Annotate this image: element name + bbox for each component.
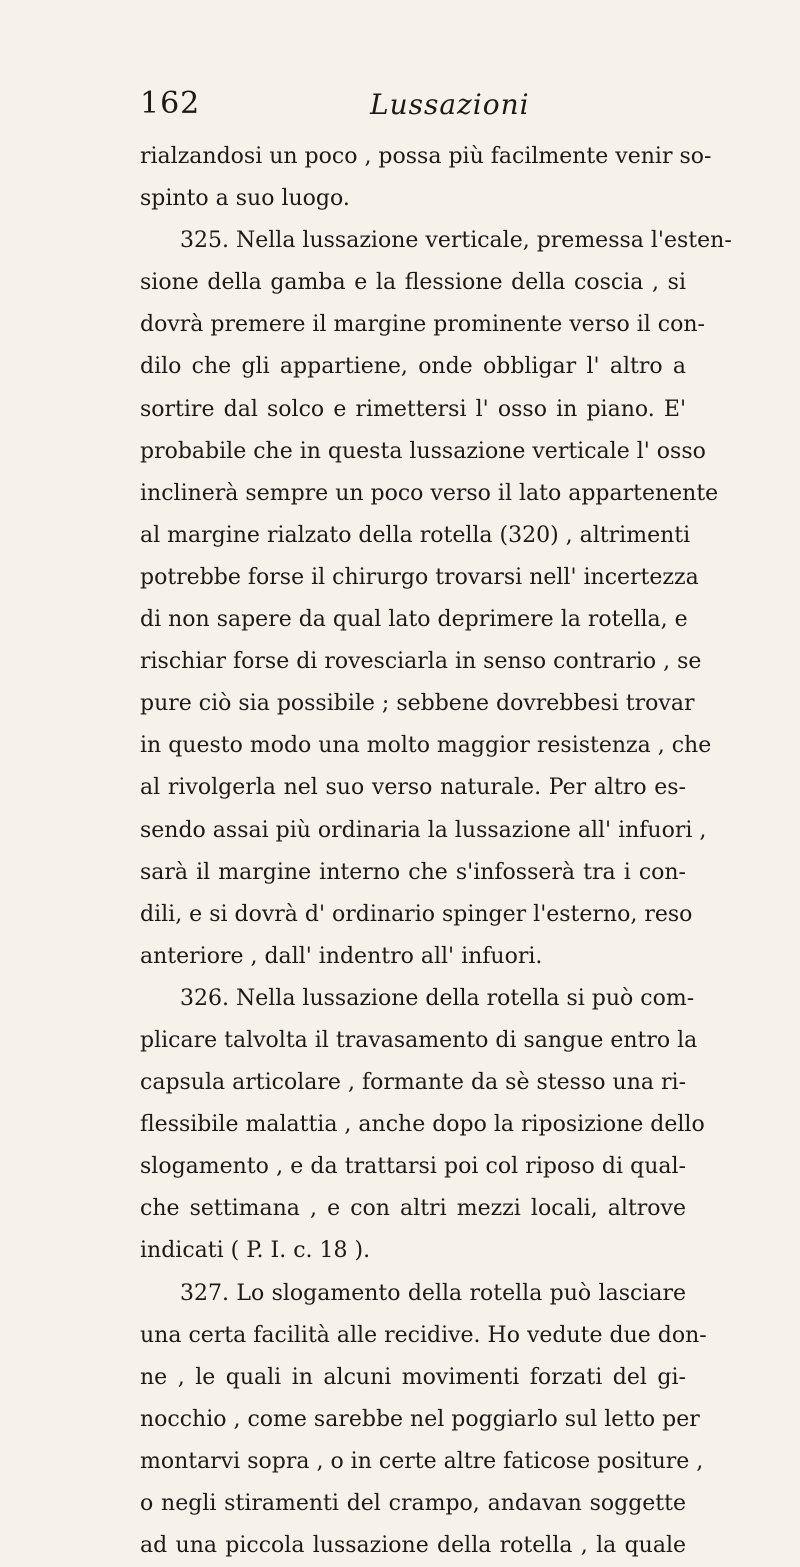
text-line: sione della gamba e la flessione della coscia , si	[140, 270, 686, 296]
text-line: dovrà premere il margine prominente verso il con-	[140, 312, 705, 338]
page-number: 162	[140, 86, 201, 121]
text-line: rischiar forse di rovesciarla in senso contrario , se	[140, 649, 702, 675]
text-line: in questo modo una molto maggior resistenza , che	[140, 733, 712, 759]
text-line: dili, e si dovrà d' ordinario spinger l'esterno, reso	[140, 901, 693, 927]
text-line: slogamento , e da trattarsi poi col riposo di qual-	[140, 1154, 686, 1180]
text-line: sendo assai più ordinaria la lussazione all' infuori ,	[140, 817, 707, 843]
text-line: dilo che gli appartiene, onde obbligar l' altro a	[140, 354, 686, 380]
text-line: indicati ( P. I. c. 18 ).	[140, 1238, 371, 1264]
text-line: inclinerà sempre un poco verso il lato appartenente	[140, 480, 719, 506]
text-line: o negli stiramenti del crampo, andavan soggette	[140, 1491, 686, 1516]
text-line: probabile che in questa lussazione verticale l' osso	[140, 438, 706, 464]
text-line: plicare talvolta il travasamento di sangue entro la	[140, 1027, 698, 1053]
text-line: nocchio , come sarebbe nel poggiarlo sul letto per	[140, 1406, 700, 1432]
text-line: di non sapere da qual lato deprimere la rotella, e	[140, 607, 688, 633]
text-line: montarvi sopra , o in certe altre faticose positure ,	[140, 1448, 704, 1474]
body-text	[140, 136, 732, 1567]
text-line: al rivolgerla nel suo verso naturale. Per altro es-	[140, 775, 686, 801]
text-line: una certa facilità alle recidive. Ho vedute due don-	[140, 1322, 707, 1348]
page-header	[140, 86, 680, 126]
text-line: potrebbe forse il chirurgo trovarsi nell' incertezza	[140, 564, 699, 590]
running-title: Lussazioni	[370, 88, 530, 121]
text-line: anteriore , dall' indentro all' infuori.	[140, 943, 543, 969]
text-line: sortire dal solco e rimettersi l' osso in piano. E'	[140, 396, 686, 422]
text-line: spinto a suo luogo.	[140, 186, 350, 212]
text-line: pure ciò sia possibile ; sebbene dovrebbesi trovar	[140, 691, 695, 717]
text-line: 327. Lo slogamento della rotella può lasciare	[180, 1280, 686, 1306]
text-line: ad una piccola lussazione della rotella , la quale	[140, 1533, 686, 1559]
text-line: sarà il margine interno che s'infosserà tra i con-	[140, 859, 686, 885]
text-line: al margine rialzato della rotella (320) , altrimenti	[140, 522, 691, 548]
text-line: ne , le quali in alcuni movimenti forzati del gi-	[140, 1364, 686, 1390]
text-line: 326. Nella lussazione della rotella si può com-	[180, 985, 695, 1011]
text-line: capsula articolare , formante da sè stesso una ri-	[140, 1070, 686, 1096]
text-line: che settimana , e con altri mezzi locali, altrove	[140, 1196, 686, 1222]
text-line: rialzandosi un poco , possa più facilmente venir so-	[140, 144, 712, 169]
text-line: flessibile malattia , anche dopo la riposizione dello	[140, 1112, 705, 1138]
text-line: 325. Nella lussazione verticale, premessa l'esten-	[180, 228, 732, 254]
